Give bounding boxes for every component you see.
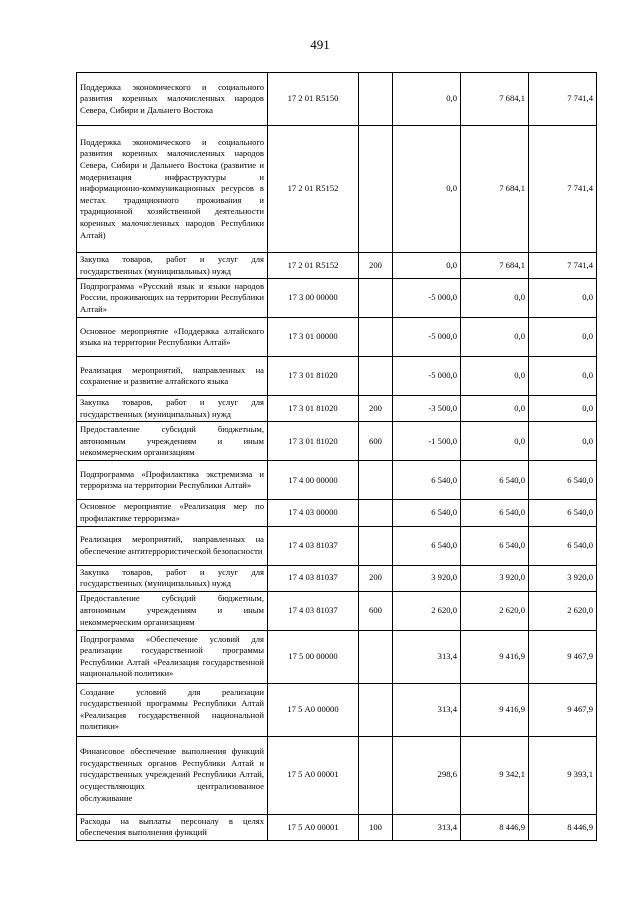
row-value-3-cell: 0,0: [529, 318, 597, 357]
row-name-cell: Поддержка экономического и социального развития коренных малочисленных народов Севера, Сибири и Дальнего Востока: [77, 73, 268, 126]
row-value-2-cell: 0,0: [461, 279, 529, 318]
row-name-cell: Поддержка экономического и социального развития коренных малочисленных народов Севера, Сибири и Дальнего Востока (развитие и модернизация инфраструктуры и информационно-коммуникационных ресурсов в местах традиционного проживания и традиционной хозяйственной деятельности коренных малочисленных народов Республики Алтай): [77, 126, 268, 253]
row-type-cell: [359, 526, 393, 565]
row-value-3-cell: 7 741,4: [529, 253, 597, 279]
row-code-cell: 17 5 А0 00001: [268, 814, 359, 840]
row-value-1-cell: 0,0: [393, 253, 461, 279]
row-value-3-cell: 7 741,4: [529, 73, 597, 126]
table-row: [77, 736, 597, 814]
row-name-cell: Подпрограмма «Профилактика экстремизма и терроризма на территории Республики Алтай»: [77, 461, 268, 500]
row-type-cell: [359, 318, 393, 357]
row-value-3-cell: 0,0: [529, 422, 597, 461]
row-type-cell: 600: [359, 422, 393, 461]
row-code-cell: 17 4 03 81037: [268, 565, 359, 591]
row-value-1-cell: 2 620,0: [393, 591, 461, 630]
row-code-cell: 17 5 А0 00001: [268, 736, 359, 814]
row-value-2-cell: 3 920,0: [461, 565, 529, 591]
row-code-cell: 17 4 00 00000: [268, 461, 359, 500]
row-name-cell: Подпрограмма «Русский язык и языки народов России, проживающих на территории Республики Алтай»: [77, 279, 268, 318]
row-value-3-cell: 0,0: [529, 396, 597, 422]
row-value-2-cell: 0,0: [461, 396, 529, 422]
row-value-2-cell: 6 540,0: [461, 526, 529, 565]
table-row: [77, 253, 597, 279]
row-name-cell: Финансовое обеспечение выполнения функций государственных органов Республики Алтай и государственных учреждений Республики Алтай, осуществляющих централизованное обслуживание: [77, 736, 268, 814]
table-row: [77, 73, 597, 126]
row-value-1-cell: 298,6: [393, 736, 461, 814]
row-code-cell: 17 3 01 00000: [268, 318, 359, 357]
row-value-3-cell: 7 741,4: [529, 126, 597, 253]
row-type-cell: [359, 461, 393, 500]
table-row: [77, 396, 597, 422]
row-value-2-cell: 0,0: [461, 422, 529, 461]
row-value-3-cell: 6 540,0: [529, 500, 597, 526]
row-value-1-cell: 0,0: [393, 73, 461, 126]
row-name-cell: Закупка товаров, работ и услуг для государственных (муниципальных) нужд: [77, 253, 268, 279]
row-name-cell: Основное мероприятие «Реализация мер по профилактике терроризма»: [77, 500, 268, 526]
row-type-cell: [359, 357, 393, 396]
row-value-3-cell: 0,0: [529, 279, 597, 318]
row-value-1-cell: -5 000,0: [393, 318, 461, 357]
row-value-1-cell: 3 920,0: [393, 565, 461, 591]
row-value-1-cell: -1 500,0: [393, 422, 461, 461]
row-type-cell: [359, 683, 393, 736]
row-value-1-cell: 6 540,0: [393, 500, 461, 526]
row-value-2-cell: 9 416,9: [461, 630, 529, 683]
row-value-3-cell: 8 446,9: [529, 814, 597, 840]
row-value-3-cell: 9 467,9: [529, 683, 597, 736]
table-row: [77, 565, 597, 591]
row-value-2-cell: 7 684,1: [461, 126, 529, 253]
row-value-1-cell: -3 500,0: [393, 396, 461, 422]
row-value-3-cell: 0,0: [529, 357, 597, 396]
row-name-cell: Реализация мероприятий, направленных на сохранение и развитие алтайского языка: [77, 357, 268, 396]
row-name-cell: Предоставление субсидий бюджетным, автономным учреждениям и иным некоммерческим организациям: [77, 422, 268, 461]
row-code-cell: 17 2 01 R5152: [268, 126, 359, 253]
row-value-2-cell: 7 684,1: [461, 73, 529, 126]
row-value-3-cell: 6 540,0: [529, 461, 597, 500]
row-value-2-cell: 0,0: [461, 318, 529, 357]
row-value-2-cell: 6 540,0: [461, 500, 529, 526]
row-code-cell: 17 4 03 00000: [268, 500, 359, 526]
table-row: [77, 814, 597, 840]
table-row: [77, 500, 597, 526]
row-code-cell: 17 3 01 81020: [268, 422, 359, 461]
row-name-cell: Основное мероприятие «Поддержка алтайского языка на территории Республики Алтай»: [77, 318, 268, 357]
row-type-cell: [359, 126, 393, 253]
row-type-cell: 600: [359, 591, 393, 630]
row-code-cell: 17 4 03 81037: [268, 526, 359, 565]
table-row: [77, 526, 597, 565]
row-type-cell: 100: [359, 814, 393, 840]
row-code-cell: 17 4 03 81037: [268, 591, 359, 630]
row-name-cell: Закупка товаров, работ и услуг для государственных (муниципальных) нужд: [77, 396, 268, 422]
row-type-cell: 200: [359, 253, 393, 279]
row-name-cell: Создание условий для реализации государственной программы Республики Алтай «Реализация государственной национальной политики»: [77, 683, 268, 736]
row-value-2-cell: 9 342,1: [461, 736, 529, 814]
table-row: [77, 630, 597, 683]
row-value-1-cell: 0,0: [393, 126, 461, 253]
table-row: [77, 461, 597, 500]
page-number: 491: [310, 37, 330, 52]
row-value-1-cell: -5 000,0: [393, 357, 461, 396]
row-type-cell: 200: [359, 565, 393, 591]
row-value-3-cell: 3 920,0: [529, 565, 597, 591]
budget-table: [76, 72, 597, 841]
row-value-2-cell: 7 684,1: [461, 253, 529, 279]
row-value-1-cell: 313,4: [393, 814, 461, 840]
row-value-3-cell: 9 467,9: [529, 630, 597, 683]
row-type-cell: [359, 736, 393, 814]
row-value-2-cell: 0,0: [461, 357, 529, 396]
table-row: [77, 422, 597, 461]
table-row: [77, 126, 597, 253]
row-value-3-cell: 2 620,0: [529, 591, 597, 630]
row-value-2-cell: 6 540,0: [461, 461, 529, 500]
row-value-3-cell: 6 540,0: [529, 526, 597, 565]
budget-table-body: [77, 73, 597, 841]
table-row: [77, 591, 597, 630]
row-code-cell: 17 5 00 00000: [268, 630, 359, 683]
row-name-cell: Подпрограмма «Обеспечение условий для реализации государственной программы Республики Алтай «Реализация государственной национальной политики»: [77, 630, 268, 683]
row-name-cell: Предоставление субсидий бюджетным, автономным учреждениям и иным некоммерческим организациям: [77, 591, 268, 630]
row-name-cell: Закупка товаров, работ и услуг для государственных (муниципальных) нужд: [77, 565, 268, 591]
row-code-cell: 17 2 01 R5150: [268, 73, 359, 126]
row-type-cell: [359, 73, 393, 126]
row-code-cell: 17 2 01 R5152: [268, 253, 359, 279]
row-type-cell: [359, 279, 393, 318]
row-code-cell: 17 3 01 81020: [268, 357, 359, 396]
table-row: [77, 318, 597, 357]
row-type-cell: 200: [359, 396, 393, 422]
table-row: [77, 357, 597, 396]
row-name-cell: Реализация мероприятий, направленных на обеспечение антитеррористической безопасности: [77, 526, 268, 565]
table-row: [77, 683, 597, 736]
row-value-1-cell: 6 540,0: [393, 526, 461, 565]
row-value-3-cell: 9 393,1: [529, 736, 597, 814]
row-value-1-cell: 313,4: [393, 683, 461, 736]
row-value-1-cell: 6 540,0: [393, 461, 461, 500]
row-value-2-cell: 2 620,0: [461, 591, 529, 630]
row-code-cell: 17 5 А0 00000: [268, 683, 359, 736]
row-type-cell: [359, 500, 393, 526]
row-code-cell: 17 3 01 81020: [268, 396, 359, 422]
row-value-2-cell: 9 416,9: [461, 683, 529, 736]
row-value-1-cell: 313,4: [393, 630, 461, 683]
row-type-cell: [359, 630, 393, 683]
row-name-cell: Расходы на выплаты персоналу в целях обеспечения выполнения функций: [77, 814, 268, 840]
row-value-1-cell: -5 000,0: [393, 279, 461, 318]
row-value-2-cell: 8 446,9: [461, 814, 529, 840]
table-row: [77, 279, 597, 318]
row-code-cell: 17 3 00 00000: [268, 279, 359, 318]
